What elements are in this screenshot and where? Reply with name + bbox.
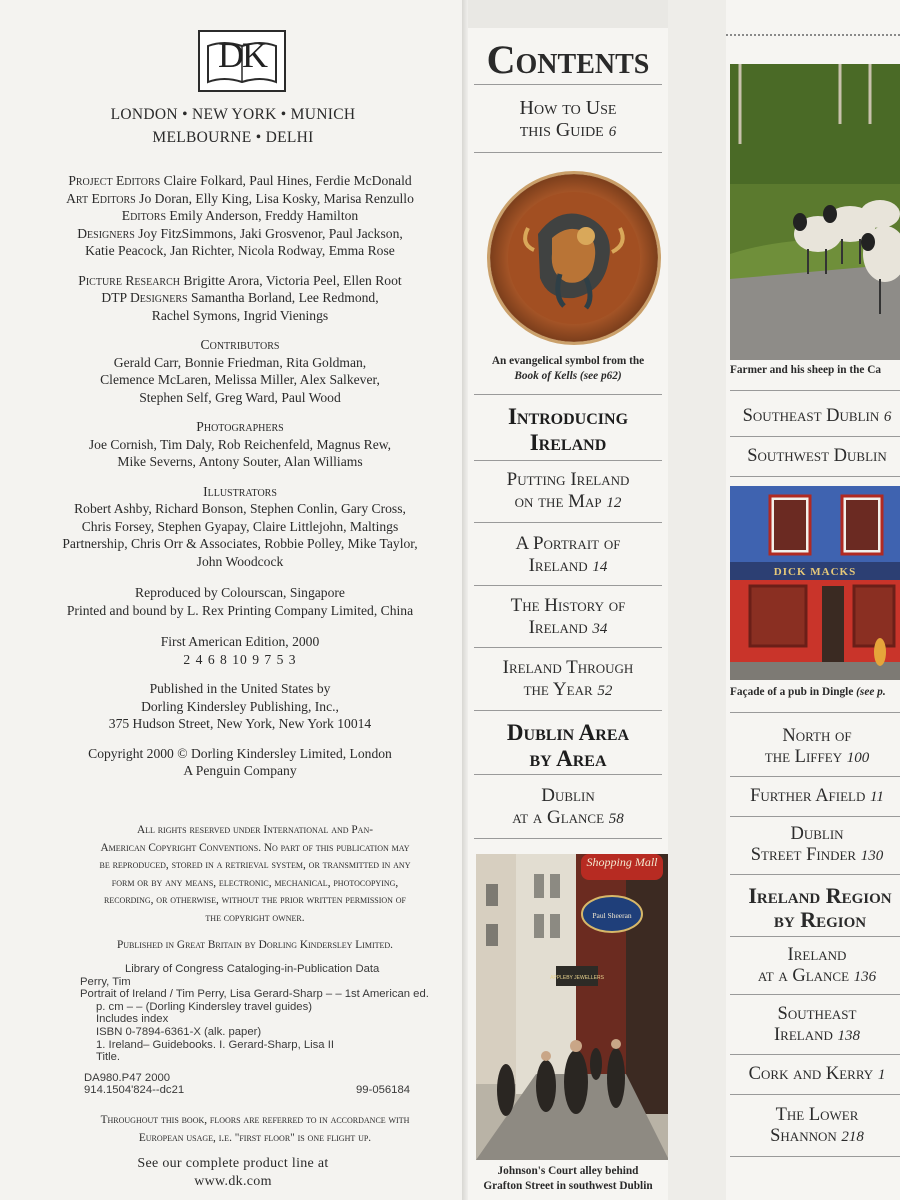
- toc-history-of-ireland[interactable]: [468, 595, 668, 640]
- divider: [730, 936, 900, 937]
- illustrators-1: Robert Ashby, Richard Bonson, Stephen Conlin, Gary Cross,: [74, 501, 406, 516]
- page-number: 6: [608, 123, 617, 140]
- floors-1: Throughout this book, floors are referred to in accordance with: [100, 1114, 410, 1126]
- page-number: 34: [592, 620, 608, 637]
- toc-putting-line-1: Putting Ireland: [506, 469, 630, 490]
- project-editors: [30, 172, 450, 190]
- section-introducing-ireland[interactable]: [468, 404, 668, 456]
- page-number: 100: [846, 750, 870, 766]
- toc-cork-label: Cork and Kerry: [748, 1064, 874, 1084]
- toc-putting-ireland-on-map[interactable]: [468, 469, 668, 514]
- designers-label: Designers: [77, 225, 135, 241]
- toc-portrait-line-2: Ireland: [528, 554, 588, 576]
- photographers-1: Joe Cornish, Tim Daly, Rob Reichenfeld, Magnus Rew,: [88, 436, 392, 452]
- kells-caption-line-2: Book of Kells (see p62): [514, 370, 622, 382]
- divider: [730, 1156, 900, 1157]
- illustrators-2: Chris Forsey, Stephen Gyapay, Claire Littlejohn, Maltings: [81, 518, 399, 534]
- pub-caption-reference: (see p.: [856, 686, 886, 698]
- evangelical-symbol-illustration: [490, 174, 658, 342]
- pub-sign: DICK MACKS: [773, 566, 857, 578]
- sheep-lane-scene: [730, 64, 900, 360]
- divider: [474, 152, 662, 153]
- pub-caption-text: Façade of a pub in Dingle: [730, 686, 854, 698]
- toc-lower-line-1: The Lower: [775, 1105, 859, 1125]
- divider: [730, 712, 900, 713]
- right-page: [668, 0, 900, 1200]
- divider: [730, 436, 900, 437]
- cip-dewey: 914.1504'824--dc21: [84, 1084, 185, 1097]
- toc-through-line-2: the Year: [523, 678, 593, 700]
- shopping-mall-sign: Shopping Mall: [586, 855, 658, 869]
- alley-caption-line-2: Grafton Street in southwest Dublin: [483, 1180, 653, 1192]
- toc-lower-shannon[interactable]: [730, 1105, 900, 1148]
- toc-north-line-1: North of: [782, 726, 852, 746]
- page-number: 58: [608, 810, 624, 827]
- divider: [730, 776, 900, 777]
- toc-putting-line-2: on the Map: [514, 490, 602, 512]
- page-number: 130: [860, 848, 884, 864]
- project-editors-label: Project Editors: [68, 173, 161, 188]
- product-line: [0, 1155, 466, 1191]
- designers-names-2: Katie Peacock, Jan Richter, Nicola Rodway, Emma Rose: [85, 243, 395, 258]
- section-region-line-1: Ireland Region: [748, 883, 892, 908]
- printed-by: Printed and bound by L. Rex Printing Company Limited, China: [66, 602, 414, 618]
- divider: [730, 874, 900, 875]
- edition: First American Edition, 2000: [160, 634, 320, 649]
- toc-how-to-use-line-1: How to Use: [519, 97, 617, 119]
- toc-through-line-1: Ireland Through: [502, 657, 634, 678]
- section-dublin-line-1: Dublin Area: [506, 720, 630, 745]
- cip-author: Perry, Tim: [80, 975, 131, 988]
- art-editors: [30, 190, 450, 208]
- sheep-caption: Farmer and his sheep in the Ca: [730, 364, 882, 376]
- designers-names-1: Joy FitzSimmons, Jaki Grosvenor, Paul Jackson,: [138, 225, 403, 241]
- dtp-names-1: Samantha Borland, Lee Redmond,: [190, 290, 379, 305]
- toc-street-line-2: Street Finder: [750, 845, 857, 865]
- rights-6: the copyright owner.: [205, 911, 305, 924]
- rights-notice: [55, 822, 455, 955]
- published-2: Dorling Kindersley Publishing, Inc.,: [141, 698, 339, 714]
- toc-glance-line-2: at a Glance: [512, 806, 605, 828]
- pub-caption: [730, 686, 900, 698]
- toc-history-line-1: The History of: [510, 595, 626, 616]
- divider: [474, 84, 662, 85]
- copyright-1: Copyright 2000 © Dorling Kindersley Limited, London: [88, 745, 392, 761]
- toc-dublin-at-glance[interactable]: [468, 785, 668, 830]
- project-editors-names: Claire Folkard, Paul Hines, Ferdie McDonald: [163, 173, 412, 188]
- rights-4: form or by any means, electronic, mechanical, photocopying,: [111, 876, 399, 889]
- rights-2: American Copyright Conventions. No part of this publication may: [100, 841, 410, 854]
- illustrators-3: Partnership, Chris Orr & Associates, Robbie Polley, Mike Taylor,: [62, 536, 418, 551]
- divider: [474, 647, 662, 648]
- toc-glance-line-1: Dublin: [541, 785, 595, 806]
- section-introducing-line-1: Introducing: [507, 404, 629, 429]
- picture-research-label: Picture Research: [78, 272, 180, 288]
- page-number: 52: [597, 682, 613, 699]
- toc-street-line-1: Dublin: [790, 824, 844, 844]
- toc-southeast-dublin-label: Southeast Dublin: [742, 406, 880, 426]
- toc-portrait-line-1: A Portrait of: [515, 533, 621, 554]
- divider: [730, 1094, 900, 1095]
- toc-ireland-glance-line-2: at a Glance: [757, 966, 850, 986]
- divider: [730, 390, 900, 391]
- dtp-designers: [30, 289, 450, 307]
- page-number: 136: [853, 969, 877, 985]
- section-dublin-line-2: by Area: [529, 746, 607, 771]
- copyright-2: A Penguin Company: [183, 763, 297, 778]
- contributors-label: Contributors: [200, 337, 280, 352]
- toc-se-ireland-line-2: Ireland: [773, 1025, 833, 1045]
- photographers-label: Photographers: [196, 419, 284, 434]
- cip-data: [80, 963, 460, 1097]
- dingle-pub-photo: [730, 486, 900, 680]
- contributors-1: Gerald Carr, Bonnie Friedman, Rita Goldman,: [113, 354, 367, 370]
- toc-lower-line-2: Shannon: [770, 1126, 837, 1146]
- alley-caption: [472, 1164, 664, 1194]
- printing-numbers: 2 4 6 8 10 9 7 5 3: [183, 651, 297, 667]
- toc-ireland-at-glance[interactable]: [730, 945, 900, 988]
- toc-further-label: Further Afield: [750, 786, 866, 806]
- floors-note: [50, 1112, 460, 1147]
- illustrators-4: John Woodcock: [196, 553, 284, 569]
- product-line-text: See our complete product line at: [137, 1156, 329, 1171]
- reproduced-by: Reproduced by Colourscan, Singapore: [135, 585, 345, 600]
- page-number: 6: [883, 409, 892, 425]
- johnsons-court-photo: [476, 854, 669, 1160]
- logo-letters: DK: [218, 35, 266, 75]
- paul-sheeran-sign: Paul Sheeran: [592, 911, 632, 920]
- book-of-kells-medallion: [490, 174, 658, 342]
- toc-cork-and-kerry[interactable]: [730, 1064, 900, 1086]
- toc-portrait-of-ireland[interactable]: [468, 533, 668, 578]
- page-number: 14: [592, 558, 608, 575]
- divider: [474, 460, 662, 461]
- cip-title-line: Portrait of Ireland / Tim Perry, Lisa Gerard-Sharp – – 1st American ed.: [80, 988, 429, 1001]
- editors-label: Editors: [121, 208, 167, 223]
- cip-subjects: 1. Ireland– Guidebooks. I. Gerard-Sharp, Lisa II: [96, 1038, 334, 1051]
- contributors-2: Clemence McLaren, Melissa Miller, Alex Salkever,: [100, 372, 380, 387]
- picture-research: [30, 272, 450, 290]
- designers: [30, 225, 450, 243]
- cip-series: p. cm – – (Dorling Kindersley travel guides): [96, 1000, 312, 1013]
- cip-classification: DA980.P47 2000: [84, 1071, 171, 1084]
- kells-caption: [472, 354, 664, 384]
- toc-southeast-ireland[interactable]: [730, 1004, 900, 1047]
- editorial-credits: [30, 172, 450, 780]
- contents-column: [468, 28, 668, 1200]
- divider: [474, 394, 662, 395]
- published-1: Published in the United States by: [149, 681, 331, 696]
- published-3: 375 Hudson Street, New York, New York 10014: [108, 716, 372, 731]
- rights-5: recording, or otherwise, without the prior written permission of: [103, 894, 406, 906]
- section-introducing-line-2: Ireland: [529, 430, 607, 455]
- page-number: 12: [606, 494, 622, 511]
- toc-further-afield[interactable]: [730, 786, 900, 808]
- page-number: 138: [837, 1028, 860, 1044]
- toc-ireland-through-year[interactable]: [468, 657, 668, 702]
- divider: [730, 476, 900, 477]
- editors: [30, 207, 450, 225]
- section-region-line-2: by Region: [773, 907, 867, 932]
- section-ireland-region[interactable]: [730, 884, 900, 932]
- cip-isbn: ISBN 0-7894-6361-X (alk. paper): [96, 1025, 262, 1038]
- divider: [474, 838, 662, 839]
- page-number: 218: [841, 1129, 864, 1145]
- divider: [730, 816, 900, 817]
- farmer-sheep-photo: [730, 64, 900, 360]
- appleby-jewellers-sign: APPLEBY JEWELLERS: [550, 975, 604, 981]
- toc-street-finder[interactable]: [730, 824, 900, 867]
- cip-title: Library of Congress Cataloging-in-Publication Data: [125, 963, 380, 975]
- cip-title-word: Title.: [96, 1051, 121, 1064]
- page-number: 1: [877, 1067, 886, 1083]
- toc-southwest-dublin[interactable]: [730, 446, 900, 467]
- divider: [474, 522, 662, 523]
- toc-history-line-2: Ireland: [528, 616, 588, 638]
- photographers-2: Mike Severns, Antony Souter, Alan Williams: [117, 454, 363, 469]
- dtp-label: DTP Designers: [101, 290, 188, 305]
- dk-website: www.dk.com: [194, 1174, 272, 1189]
- toc-southeast-dublin[interactable]: [730, 406, 900, 428]
- art-editors-label: Art Editors: [66, 190, 136, 206]
- divider: [730, 1054, 900, 1055]
- toc-how-to-use[interactable]: [468, 98, 668, 143]
- toc-se-ireland-line-1: Southeast: [777, 1004, 857, 1024]
- divider: [730, 994, 900, 995]
- divider: [474, 710, 662, 711]
- gb-publication: Published in Great Britain by Dorling Kindersley Limited.: [116, 939, 393, 951]
- toc-how-to-use-line-2: this Guide: [519, 118, 604, 141]
- art-editors-names: Jo Doran, Elly King, Lisa Kosky, Marisa Renzullo: [139, 190, 414, 206]
- rights-1: All rights reserved under International and Pan-: [136, 824, 374, 836]
- alley-street-scene: [476, 854, 669, 1160]
- picture-research-names: Brigitte Arora, Victoria Peel, Ellen Root: [183, 272, 402, 288]
- cip-index: Includes index: [96, 1013, 169, 1026]
- floors-2: European usage, i.e. "first floor" is one flight up.: [138, 1131, 372, 1144]
- page-number: 11: [870, 789, 884, 805]
- cip-dewey-row: [84, 1084, 460, 1097]
- cip-lccn: 99-056184: [356, 1084, 411, 1097]
- cities-line-1: LONDON • NEW YORK • MUNICH: [110, 106, 356, 123]
- divider: [474, 585, 662, 586]
- dtp-names-2: Rachel Symons, Ingrid Vienings: [151, 307, 329, 323]
- dk-logo: [198, 30, 286, 92]
- cities-line-2: MELBOURNE • DELHI: [152, 129, 314, 146]
- kells-caption-line-1: An evangelical symbol from the: [491, 355, 645, 367]
- rights-3: be reproduced, stored in a retrieval system, or transmitted in any: [99, 859, 411, 871]
- editors-names: Emily Anderson, Freddy Hamilton: [169, 208, 359, 223]
- divider: [474, 774, 662, 775]
- dotted-rule: [726, 34, 900, 36]
- toc-southwest-dublin-label: Southwest Dublin: [747, 446, 887, 466]
- contents-title: Contents: [486, 37, 650, 82]
- toc-north-of-liffey[interactable]: [730, 726, 900, 769]
- section-dublin-area[interactable]: [468, 720, 668, 772]
- contributors-3: Stephen Self, Greg Ward, Paul Wood: [139, 389, 341, 405]
- toc-north-line-2: the Liffey: [764, 747, 843, 767]
- illustrators-label: Illustrators: [203, 483, 277, 499]
- pub-facade-scene: [730, 486, 900, 680]
- alley-caption-line-1: Johnson's Court alley behind: [497, 1165, 639, 1177]
- toc-ireland-glance-line-1: Ireland: [787, 945, 847, 965]
